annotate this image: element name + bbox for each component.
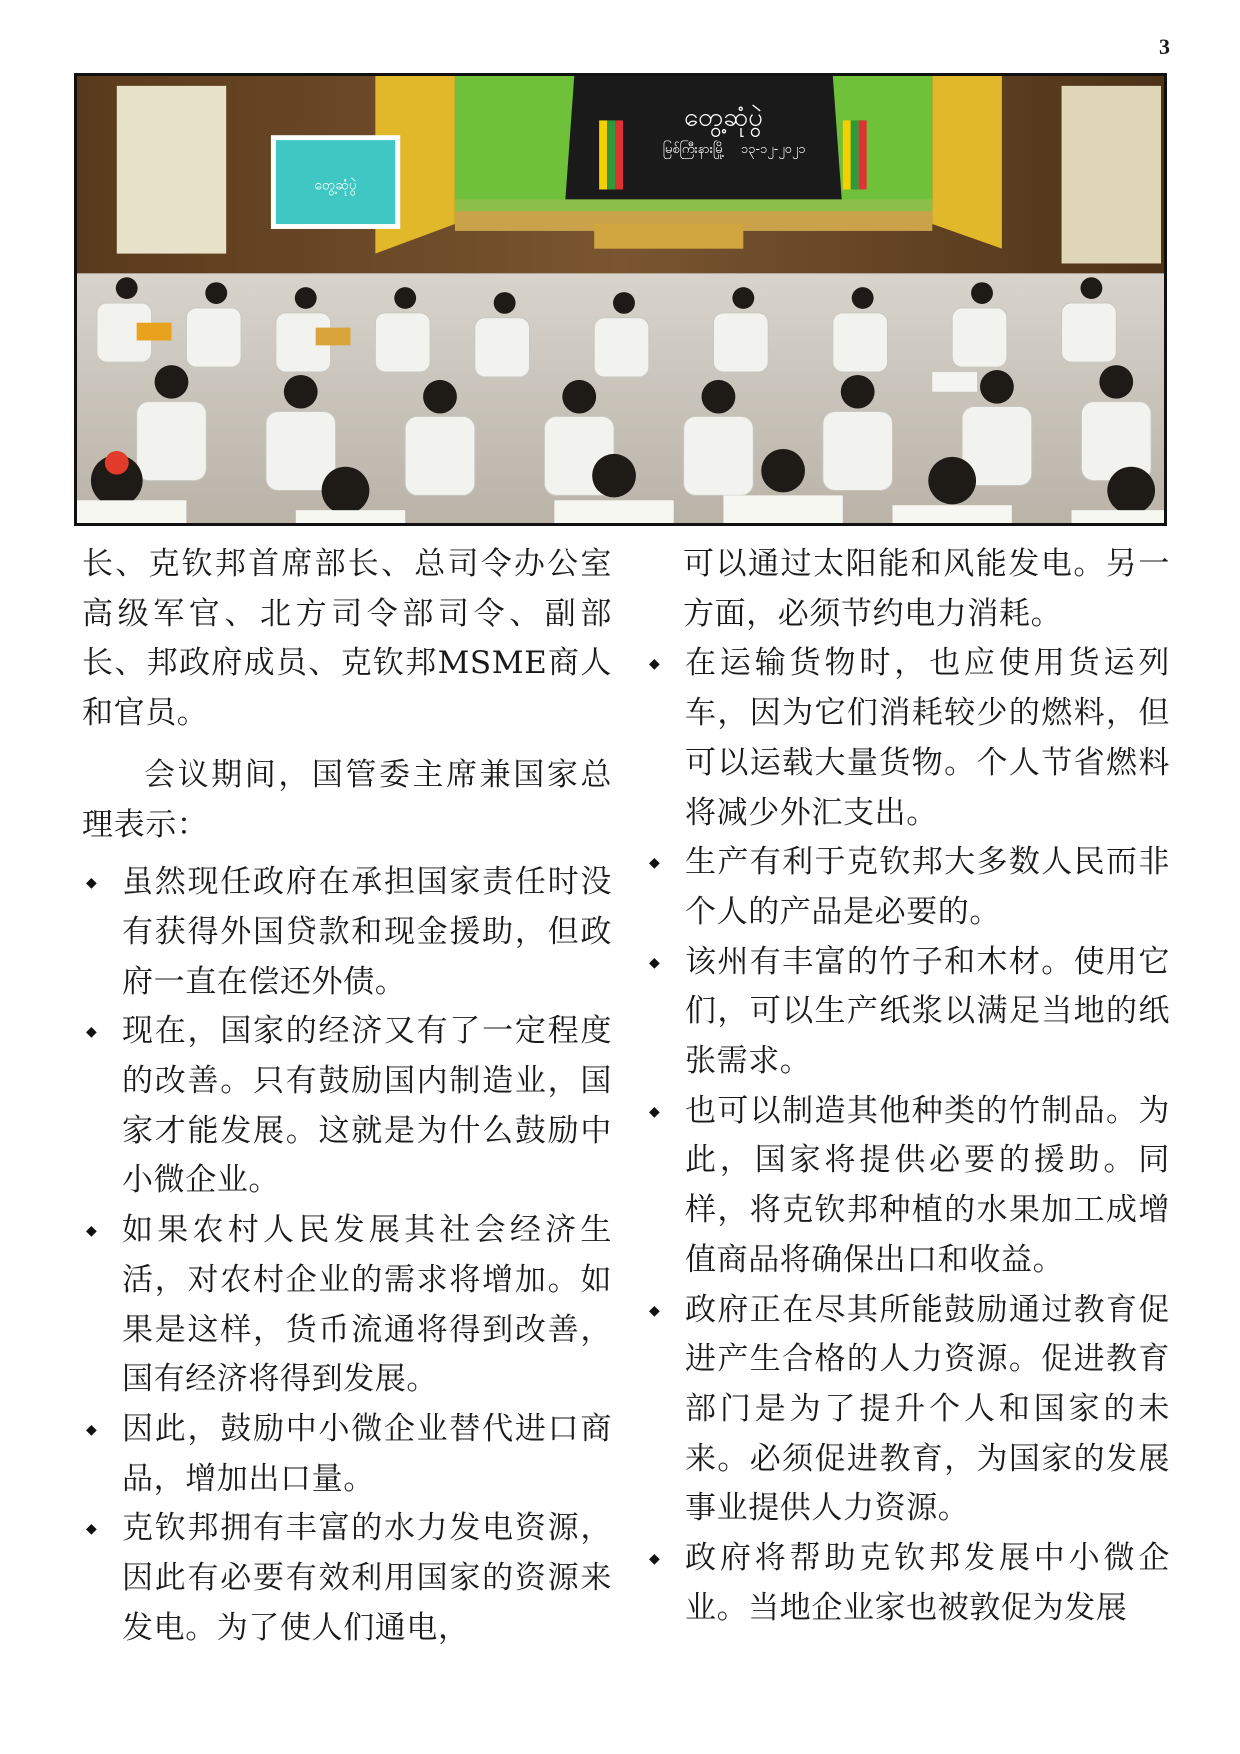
stage-banner-date: ၁၃-၁၂-၂၀၂၁	[740, 142, 806, 157]
left-column	[82, 540, 612, 1653]
list-item: ◆ 政府将帮助克钦邦发展中小微企业。当地企业家也被敦促为发展	[645, 1534, 1170, 1633]
list-item: ◆ 生产有利于克钦邦大多数人民而非个人的产品是必要的。	[645, 838, 1170, 937]
projector-screen-text: တွေ့ဆုံပွဲ	[314, 177, 357, 194]
list-item: ◆ 在运输货物时，也应使用货运列车，因为它们消耗较少的燃料，但可以运载大量货物。个人节省燃料将减少外汇支出。	[645, 639, 1170, 838]
list-item: ◆ 虽然现任政府在承担国家责任时没有获得外国贷款和现金援助，但政府一直在偿还外债。	[82, 858, 612, 1007]
stage-banner-subtitle: မြစ်ကြီးနားမြို့	[662, 142, 725, 157]
right-column	[645, 540, 1170, 1633]
list-item: ◆ 因此，鼓励中小微企业替代进口商品，增加出口量。	[82, 1405, 612, 1504]
page-number: 3	[1159, 34, 1170, 59]
list-item-continuation: 可以通过太阳能和风能发电。另一方面，必须节约电力消耗。	[683, 546, 1170, 632]
conference-hall-photo	[74, 73, 1167, 526]
list-item: ◆ 政府正在尽其所能鼓励通过教育促进产生合格的人力资源。促进教育部门是为了提升个人和国家的未来。必须促进教育，为国家的发展事业提供人力资源。	[645, 1286, 1170, 1535]
right-bullet-list	[645, 540, 1170, 1633]
intro-paragraph: 长、克钦邦首席部长、总司令办公室高级军官、北方司令部司令、副部长、邦政府成员、克钦邦MSME商人和官员。	[82, 546, 612, 732]
left-bullet-list	[82, 858, 612, 1653]
conference-photo-illustration	[77, 76, 1164, 523]
stage-banner-title: တွေ့ဆုံပွဲ	[683, 102, 763, 133]
list-item: ◆ 克钦邦拥有丰富的水力发电资源，因此有必要有效利用国家的资源来发电。为了使人们通电，	[82, 1504, 612, 1653]
list-item: ◆ 该州有丰富的竹子和木材。使用它们，可以生产纸浆以满足当地的纸张需求。	[645, 938, 1170, 1087]
list-item: ◆ 如果农村人民发展其社会经济生活，对农村企业的需求将增加。如果是这样，货币流通将得到改善，国有经济将得到发展。	[82, 1206, 612, 1405]
list-item: ◆ 现在，国家的经济又有了一定程度的改善。只有鼓励国内制造业，国家才能发展。这就是为什么鼓励中小微企业。	[82, 1007, 612, 1206]
lead-paragraph: 会议期间，国管委主席兼国家总理表示：	[82, 756, 612, 843]
list-item: ◆ 也可以制造其他种类的竹制品。为此，国家将提供必要的援助。同样，将克钦邦种植的水果加工成增值商品将确保出口和收益。	[645, 1087, 1170, 1286]
